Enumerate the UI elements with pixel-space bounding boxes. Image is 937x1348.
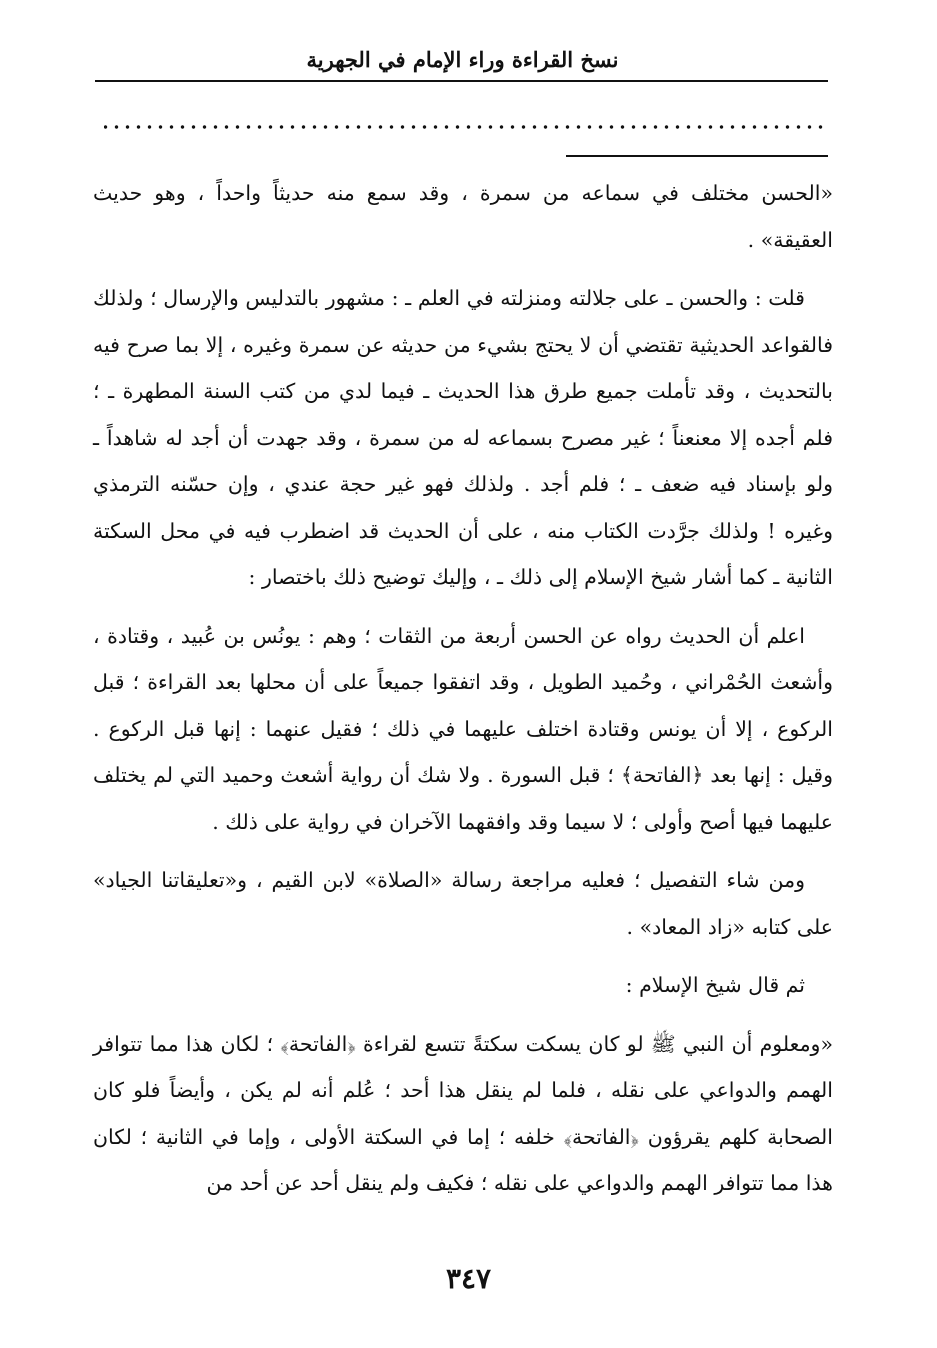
footnote-rule	[566, 155, 828, 157]
paragraph-author-comment: قلت : والحسن ـ على جلالته ومنزلته في العلم ـ : مشهور بالتدليس والإرسال ؛ ولذلك فالقواعد الحديثية تقتضي أن لا يحتج بشيء من حديثه عن سمرة وغيره ، إلا بما صرح فيه بالتحديث ، وقد تأملت جميع طرق هذا الحديث ـ فيما لدي من كتب السنة المطهرة ـ ؛ فلم أجده إلا معنعناً ؛ غير مصرح بسماعه له من سمرة ، وقد جهدت أن أجد له شاهداً ـ ولو بإسناد فيه ضعف ـ ؛ فلم أجد . ولذلك فهو غير حجة عندي ، وإن حسّنه الترمذي وغيره ! ولذلك جرَّدت الكتاب منه ، على أن الحديث قد اضطرب فيه في محل السكتة الثانية ـ كما أشار شيخ الإسلام إلى ذلك ـ ، وإليك توضيح ذلك باختصار :	[93, 286, 833, 589]
page-number: ٣٤٧	[445, 1262, 492, 1295]
paragraph-shaykh-said: ثم قال شيخ الإسلام :	[625, 973, 805, 997]
body-text	[93, 170, 833, 1207]
running-header-title: نسخ القراءة وراء الإمام في الجهرية	[306, 47, 619, 72]
header-rule	[95, 80, 828, 82]
paragraph-quote-hasan: «الحسن مختلف في سماعه من سمرة ، وقد سمع منه حديثاً واحداً ، وهو حديث العقيقة» .	[93, 181, 833, 252]
dotted-separator	[104, 122, 826, 132]
paragraph-narrators: اعلم أن الحديث رواه عن الحسن أربعة من الثقات ؛ وهم : يونُس بن عُبيد ، وقتادة ، وأشعث الحُمْراني ، وحُميد الطويل ، وقد اتفقوا جميعاً على أن محلها بعد القراءة ؛ قبل الركوع ، إلا أن يونس وقتادة اختلف عليهما في ذلك ؛ فقيل عنهما : إنها قبل الركوع . وقيل : إنها بعد ﴿الفاتحة﴾ ؛ قبل السورة . ولا شك أن رواية أشعث وحميد التي لم يختلف عليهما فيها أصح وأولى ؛ لا سيما وقد وافقهما الآخران في رواية على ذلك .	[93, 623, 833, 834]
paragraph-reference: ومن شاء التفصيل ؛ فعليه مراجعة رسالة «الصلاة» لابن القيم ، و«تعليقاتنا الجياد» على كتابه «زاد المعاد» .	[93, 868, 833, 939]
paragraph-quote-prophet: «ومعلوم أن النبي ﷺ لو كان يسكت سكتةً تتسع لقراءة ﴿الفاتحة﴾ ؛ لكان هذا مما تتوافر الهمم والدواعي على نقله ، فلما لم ينقل هذا أحد ؛ عُلم أنه لم يكن ، وأيضاً فلو كان الصحابة كلهم يقرؤون ﴿الفاتحة﴾ خلفه ؛ إما في السكتة الأولى ، وإما في الثانية ؛ لكان هذا مما تتوافر الهمم والدواعي على نقله ؛ فكيف ولم ينقل أحد عن أحد من	[93, 1031, 833, 1195]
